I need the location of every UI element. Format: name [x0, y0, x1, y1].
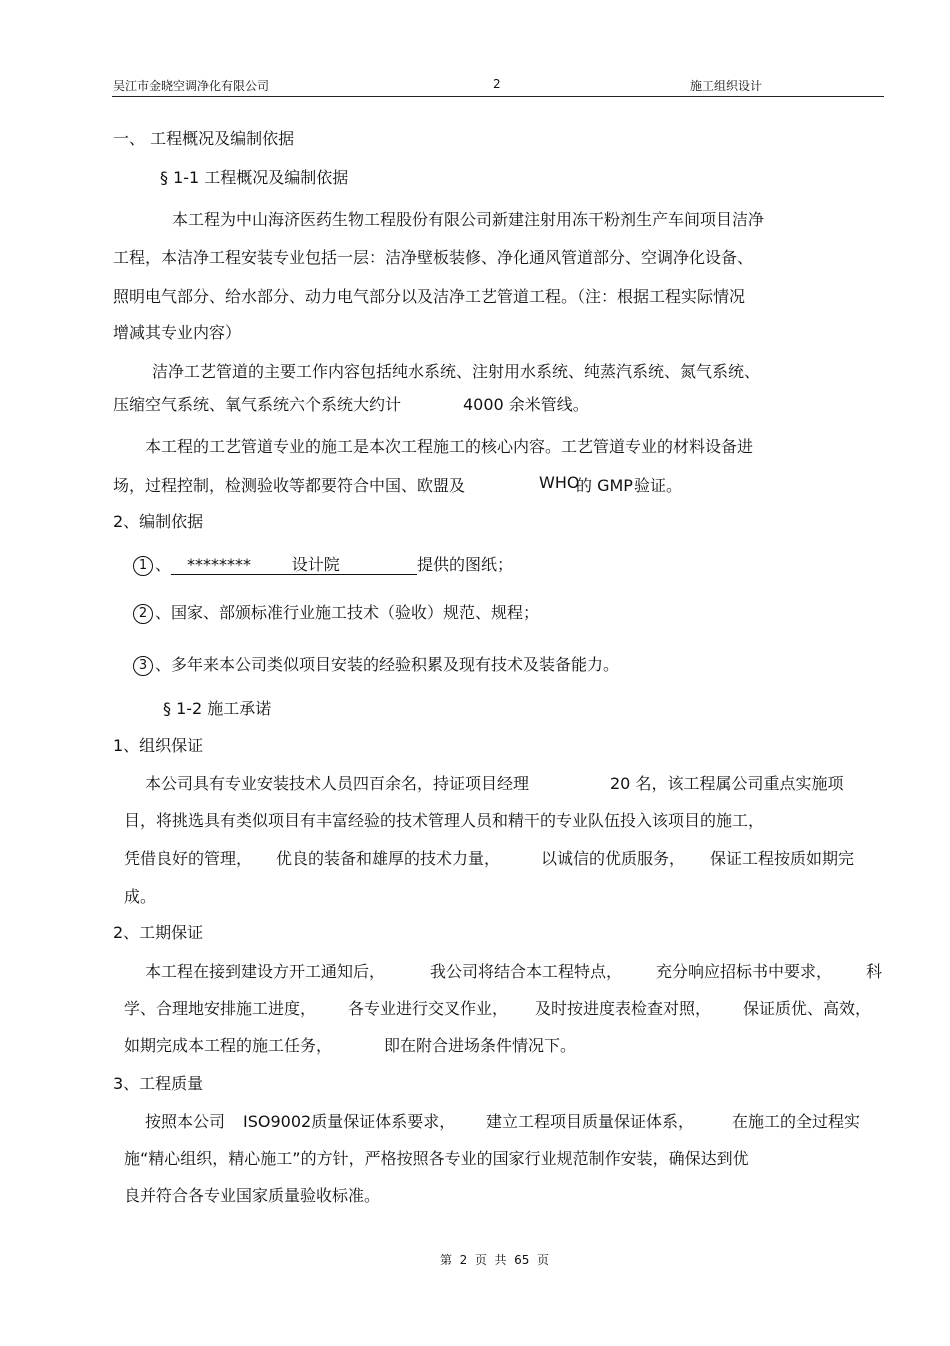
- header-rule: [112, 96, 884, 97]
- para3-tail: 验证。: [634, 476, 683, 495]
- item-2-text: 、国家、部颁标准行业施工技术（验收）规范、规程；: [155, 603, 540, 622]
- para1-line2: 工程，本洁净工程安装专业包括一层：洁净壁板装修、净化通风管道部分、空调净化设备、: [113, 248, 754, 267]
- para1-line3: 照明电气部分、给水部分、动力电气部分以及洁净工艺管道工程。（注：根据工程实际情况: [113, 287, 746, 306]
- para3-line1: 本工程的工艺管道专业的施工是本次工程施工的核心内容。工艺管道专业的材料设备进: [145, 437, 754, 456]
- footer-page-count: 第 2 页 共 65 页: [440, 1253, 550, 1267]
- org-line3-c: 以诚信的优质服务，: [541, 849, 686, 868]
- header-company: 吴江市金晓空调净化有限公司: [113, 79, 270, 93]
- para1-line1: 本工程为中山海济医药生物工程股份有限公司新建注射用冻干粉剂生产车间项目洁净: [172, 210, 765, 229]
- subsection-1-2: § 1-2 施工承诺: [163, 699, 272, 718]
- para2-line2-tail: 4000 余米管线。: [463, 395, 589, 414]
- period-line3-b: 即在附合进场条件情况下。: [384, 1036, 577, 1055]
- org-heading: 1、组织保证: [113, 736, 204, 755]
- para3-who: WHO: [539, 473, 580, 492]
- subsection-1-1: § 1-1 工程概况及编制依据: [160, 168, 349, 187]
- org-line2: 目，将挑选具有类似项目有丰富经验的技术管理人员和精干的专业队伍投入该项目的施工，: [124, 811, 765, 830]
- item-1-sep: 、: [155, 555, 172, 574]
- header-doc-title: 施工组织设计: [690, 79, 763, 93]
- org-line3-d: 保证工程按质如期完: [710, 849, 855, 868]
- period-line2-c: 及时按进度表检查对照，: [535, 999, 712, 1018]
- para3-line2: 场，过程控制，检测验收等都要符合中国、欧盟及: [113, 476, 466, 495]
- para3-gmp: 的 GMP: [576, 476, 633, 495]
- item-number-3: 3: [133, 656, 153, 676]
- period-heading: 2、工期保证: [113, 923, 204, 942]
- item-3-text: 、多年来本公司类似项目安装的经验积累及现有技术及装备能力。: [155, 655, 620, 674]
- period-line3-a: 如期完成本工程的施工任务，: [124, 1036, 333, 1055]
- section-heading: 一、 工程概况及编制依据: [113, 129, 295, 148]
- basis-item-3: [133, 652, 619, 676]
- para1-line4: 增减其专业内容）: [113, 323, 242, 342]
- basis-item-2: [133, 600, 539, 624]
- para2-line1: 洁净工艺管道的主要工作内容包括纯水系统、注射用水系统、纯蒸汽系统、氮气系统、: [152, 362, 761, 381]
- quality-line1-d: 在施工的全过程实: [732, 1112, 861, 1131]
- org-line4: 成。: [124, 887, 157, 906]
- quality-line1-c: 建立工程项目质量保证体系，: [486, 1112, 695, 1131]
- org-line3-b: 优良的装备和雄厚的技术力量，: [276, 849, 501, 868]
- org-line1-tail: 20 名，该工程属公司重点实施项: [610, 774, 844, 793]
- para2-line2: 压缩空气系统、氧气系统六个系统大约计: [113, 395, 402, 414]
- quality-line1-b: ISO9002质量保证体系要求，: [243, 1112, 456, 1131]
- item-number-1: 1: [133, 556, 153, 576]
- org-line3-a: 凭借良好的管理，: [124, 849, 253, 868]
- quality-heading: 3、工程质量: [113, 1074, 204, 1093]
- period-line1-b: 我公司将结合本工程特点，: [430, 962, 623, 981]
- quality-line1-a: 按照本公司: [145, 1112, 226, 1131]
- header-page-number: 2: [493, 77, 501, 91]
- quality-line2: 施“精心组织，精心施工”的方针，严格按照各专业的国家行业规范制作安装，确保达到优: [124, 1149, 749, 1168]
- org-line1: 本公司具有专业安装技术人员四百余名，持证项目经理: [145, 774, 530, 793]
- item-1-underlined-blank: ******** 设计院: [171, 556, 417, 575]
- item-1-text: 提供的图纸；: [417, 555, 514, 574]
- period-line1-c: 充分响应招标书中要求，: [656, 962, 833, 981]
- period-line1-d: 科: [866, 962, 883, 981]
- basis-heading: 2、编制依据: [113, 512, 204, 531]
- period-line2-a: 学、合理地安排施工进度，: [124, 999, 317, 1018]
- period-line2-b: 各专业进行交叉作业，: [348, 999, 509, 1018]
- basis-item-1: [133, 552, 513, 576]
- quality-line3: 良并符合各专业国家质量验收标准。: [124, 1186, 381, 1205]
- period-line2-d: 保证质优、高效，: [743, 999, 872, 1018]
- item-number-2: 2: [133, 604, 153, 624]
- period-line1-a: 本工程在接到建设方开工通知后，: [145, 962, 386, 981]
